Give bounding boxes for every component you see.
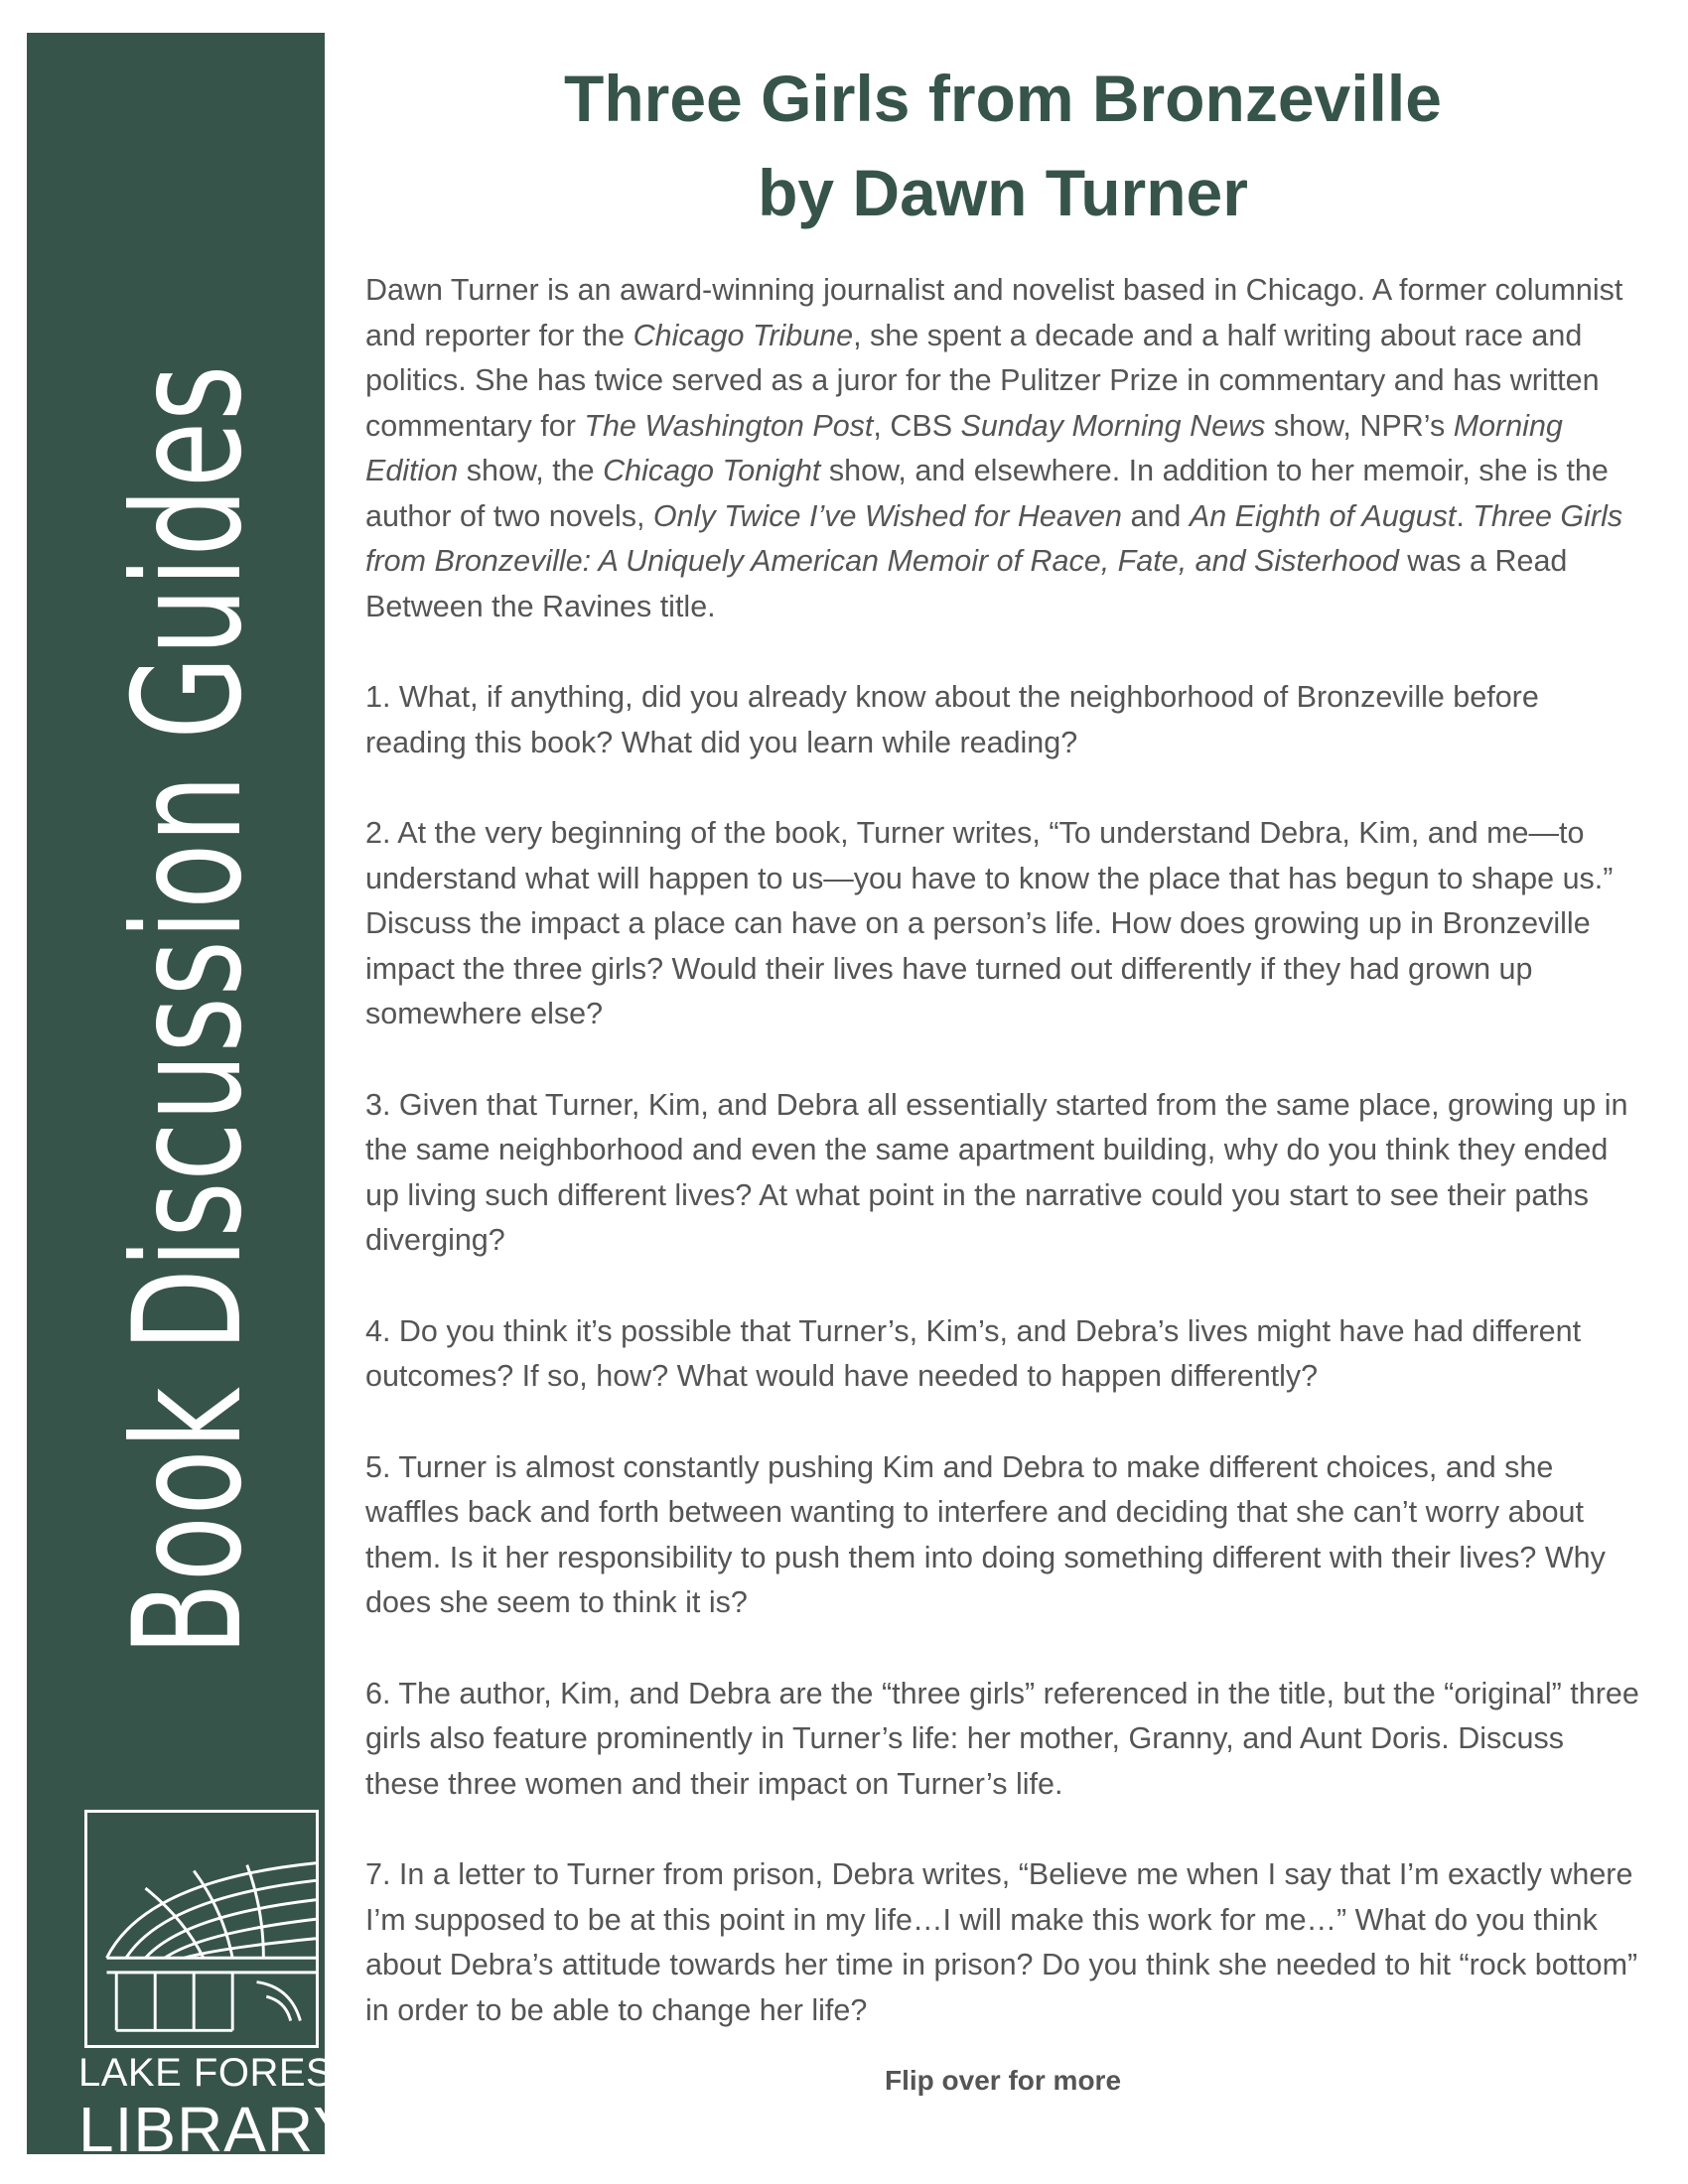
guide-content (365, 268, 1646, 2079)
flip-over-note: Flip over for more (884, 2065, 1122, 2096)
discussion-question: 6. The author, Kim, and Debra are the “three girls” referenced in the title, but the “original” three girls also feature prominently in Turner’s life: her mother, Granny, and Aunt Doris. Discuss these three women and their impact on Turner’s life. (365, 1676, 1639, 1801)
sidebar (27, 33, 358, 2165)
discussion-question: 4. Do you think it’s possible that Turner’s, Kim’s, and Debra’s lives might have had different outcomes? If so, how? What would have needed to happen differently? (365, 1313, 1582, 1393)
discussion-question: 1. What, if anything, did you already know about the neighborhood of Bronzeville before reading this book? What did you learn while reading? (365, 680, 1539, 759)
discussion-question: 3. Given that Turner, Kim, and Debra all essentially started from the same place, growing up in the same neighborhood and even the same apartment building, why do you think they ended up living such different lives? At what point in the narrative could you start to see their paths diverging? (365, 1087, 1628, 1257)
book-author: by Dawn Turner (758, 156, 1248, 229)
discussion-question: 2. At the very beginning of the book, Turner writes, “To understand Debra, Kim, and me—to understand what will happen to us—you have to know the place that has begun to shape us.” Discuss the impact a place can have on a person’s life. How does growing up in Bronzeville impact the three girls? Would their lives have turned out differently if they had grown up somewhere else? (365, 816, 1614, 1030)
page-title (365, 52, 1640, 240)
logo-text-library: LIBRARY (78, 2094, 356, 2165)
book-title: Three Girls from Bronzeville (564, 62, 1442, 135)
author-bio: Dawn Turner is an award-winning journalist and novelist based in Chicago. A former columnist and reporter for the Chicago Tribune, she spent a decade and a half writing about race and politics. She has twice served as a juror for the Pulitzer Prize in commentary and has written commentary for The Washington Post, CBS Sunday Morning News show, NPR’s Morning Edition show, the Chicago Tonight show, and elsewhere. In addition to her memoir, she is the author of two novels, Only Twice I’ve Wished for Heaven and An Eighth of August. Three Girls from Bronzeville: A Uniquely American Memoir of Race, Fate, and Sisterhood was a Read Between the Ravines title. (365, 273, 1623, 623)
discussion-question: 7. In a letter to Turner from prison, Debra writes, “Believe me when I say that I’m exactly where I’m supposed to be at this point in my life…I will make this work for me…” What do you think about Debra’s attitude towards her time in prison? Do you think she needed to hit “rock bottom” in order to be able to change her life? (365, 1857, 1638, 2027)
library-building-logo-icon (84, 1810, 319, 2048)
sidebar-title: Book Discussion Guides (102, 364, 275, 1657)
discussion-question: 5. Turner is almost constantly pushing Kim and Debra to make different choices, and she waffles back and forth between wanting to interfere and deciding that she can’t worry about them. Is it her responsibility to push them into doing something different with their lives? Why does she seem to think it is? (365, 1449, 1606, 1619)
logo-text-lake-forest: LAKE FOREST (78, 2051, 358, 2095)
